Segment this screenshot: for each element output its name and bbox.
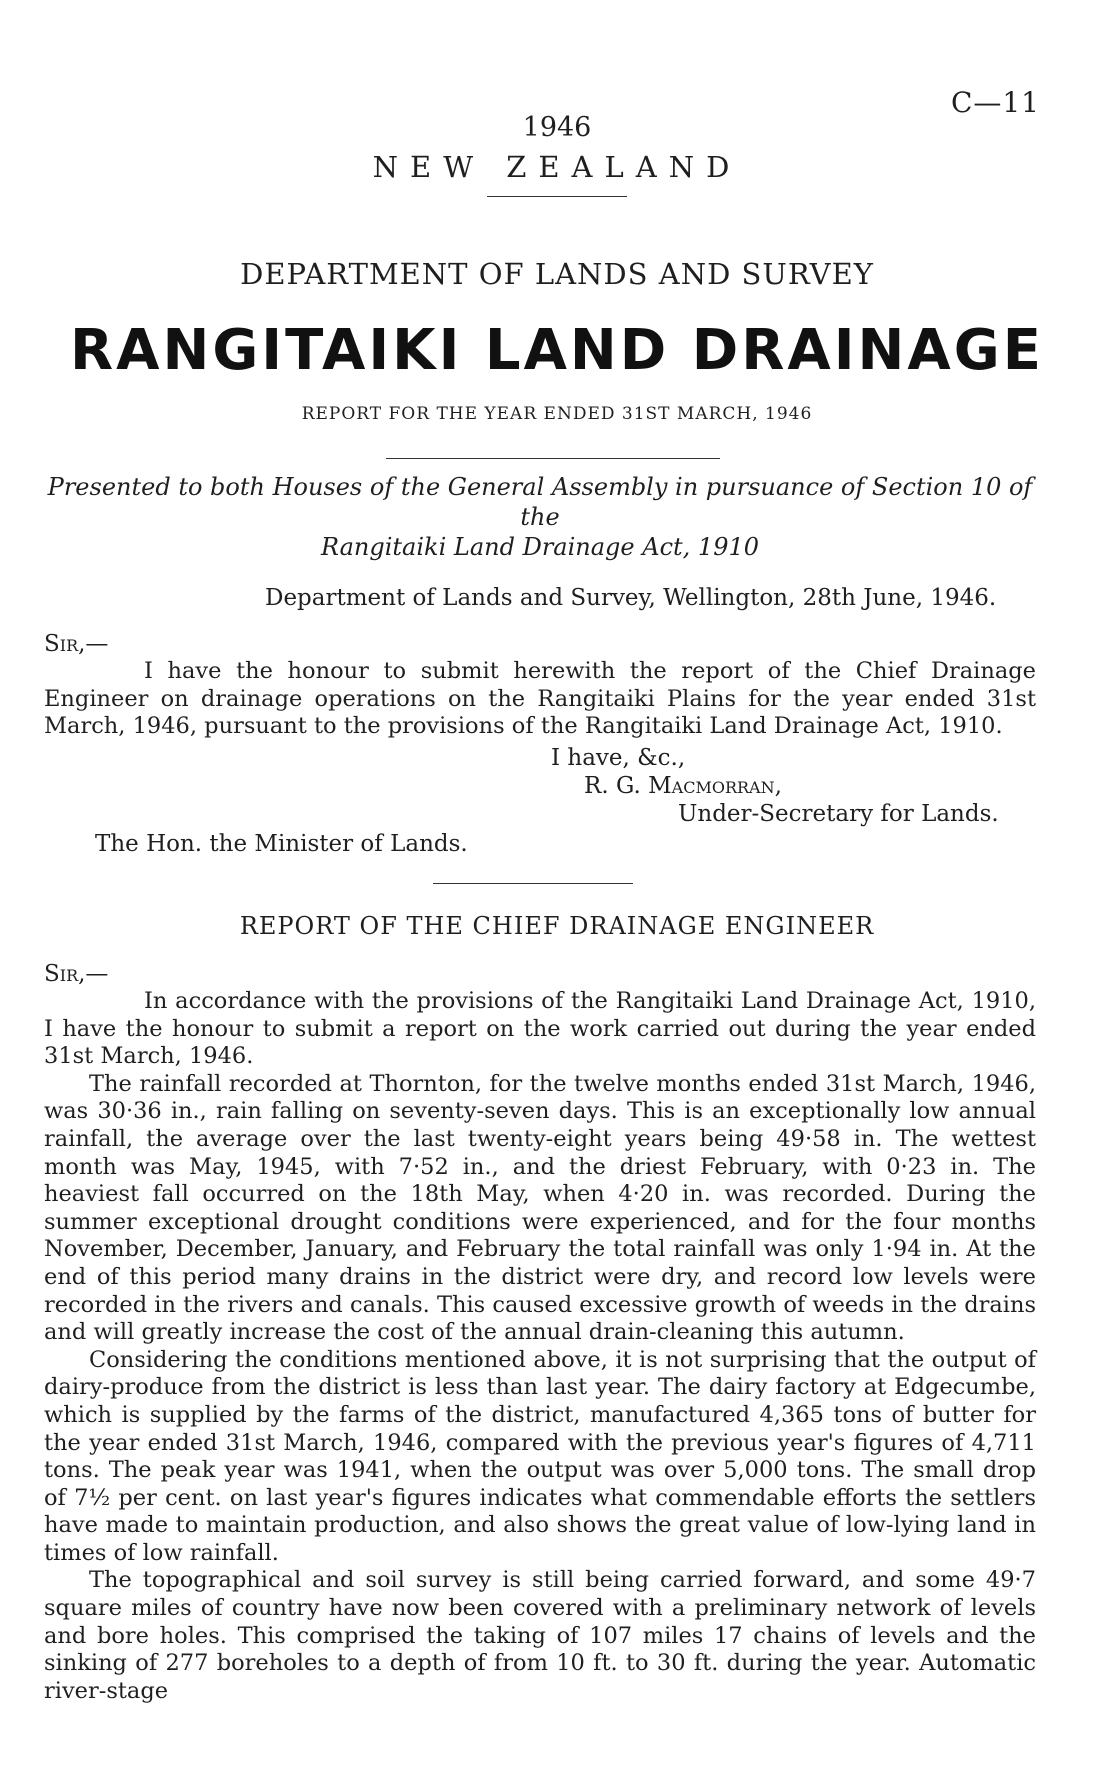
report-subtitle: REPORT FOR THE YEAR ENDED 31ST MARCH, 1946: [301, 404, 813, 424]
page-code: C—11: [950, 86, 1040, 119]
report-paragraph-1: In accordance with the provisions of the Rangitaiki Land Drainage Act, 1910, I have the honour to submit a report on the work carried out during the year ended 31st March, 1946.: [44, 988, 1036, 1070]
letter-addressee: The Hon. the Minister of Lands.: [95, 831, 468, 857]
presentation-line-1: Presented to both Houses of the General Assembly in pursuance of Section 10 of the: [47, 473, 1033, 531]
presentation-line-2: Rangitaiki Land Drainage Act, 1910: [320, 533, 759, 561]
letter-dateline: Department of Lands and Survey, Wellington, 28th June, 1946.: [265, 585, 997, 611]
letter-closing: I have, &c.,: [551, 745, 686, 771]
report-title: RANGITAIKI LAND DRAINAGE: [70, 318, 1044, 383]
report-salutation: Sir,—: [44, 961, 109, 987]
letter-body: [44, 658, 1036, 741]
year: 1946: [522, 112, 592, 143]
letter-paragraph: I have the honour to submit herewith the report of the Chief Drainage Engineer on drainage operations on the Rangitaiki Plains for the year ended 31st March, 1946, pursuant to the provisions of the Rangitaiki Land Drainage Act, 1910.: [44, 658, 1036, 740]
department-heading: DEPARTMENT OF LANDS AND SURVEY: [240, 257, 874, 291]
divider: [433, 883, 633, 884]
divider: [487, 196, 627, 197]
country-heading: NEW ZEALAND: [372, 150, 742, 184]
report-paragraph-3: Considering the conditions mentioned above, it is not surprising that the output of dairy-produce from the district is less than last year. The dairy factory at Edgecumbe, which is supplied by the farms of the district, manufactured 4,365 tons of butter for the year ended 31st March, 1946, compared with the previous year's figures of 4,711 tons. The peak year was 1941, when the output was over 5,000 tons. The small drop of 7½ per cent. on last year's figures indicates what commendable efforts the settlers have made to maintain production, and also shows the great value of low-lying land in times of low rainfall.: [44, 1346, 1036, 1566]
report-paragraph-2: The rainfall recorded at Thornton, for the twelve months ended 31st March, 1946, was 30·36 in., rain falling on seventy-seven days. This is an exceptionally low annual rainfall, the average over the last twenty-eight years being 49·58 in. The wettest month was May, 1945, with 7·52 in., and the driest February, with 0·23 in. The heaviest fall occurred on the 18th May, when 4·20 in. was recorded. During the summer exceptional drought conditions were experienced, and for the four months November, December, January, and February the total rainfall was only 1·94 in. At the end of this period many drains in the district were dry, and record low levels were recorded in the rivers and canals. This caused excessive growth of weeds in the drains and will greatly increase the cost of the annual drain-cleaning this autumn.: [44, 1070, 1036, 1346]
report-body: [44, 988, 1036, 1705]
letter-signatory-title: Under-Secretary for Lands.: [678, 801, 999, 827]
letter-salutation: Sir,—: [44, 631, 109, 657]
presentation-note: [40, 472, 1040, 562]
report-heading: REPORT OF THE CHIEF DRAINAGE ENGINEER: [239, 912, 875, 940]
report-paragraph-4: The topographical and soil survey is still being carried forward, and some 49·7 square miles of country have now been covered with a preliminary network of levels and bore holes. This comprised the taking of 107 miles 17 chains of levels and the sinking of 277 boreholes to a depth of from 10 ft. to 30 ft. during the year. Automatic river-stage: [44, 1567, 1036, 1704]
letter-signatory: R. G. Macmorran,: [584, 773, 782, 799]
divider: [386, 458, 720, 459]
